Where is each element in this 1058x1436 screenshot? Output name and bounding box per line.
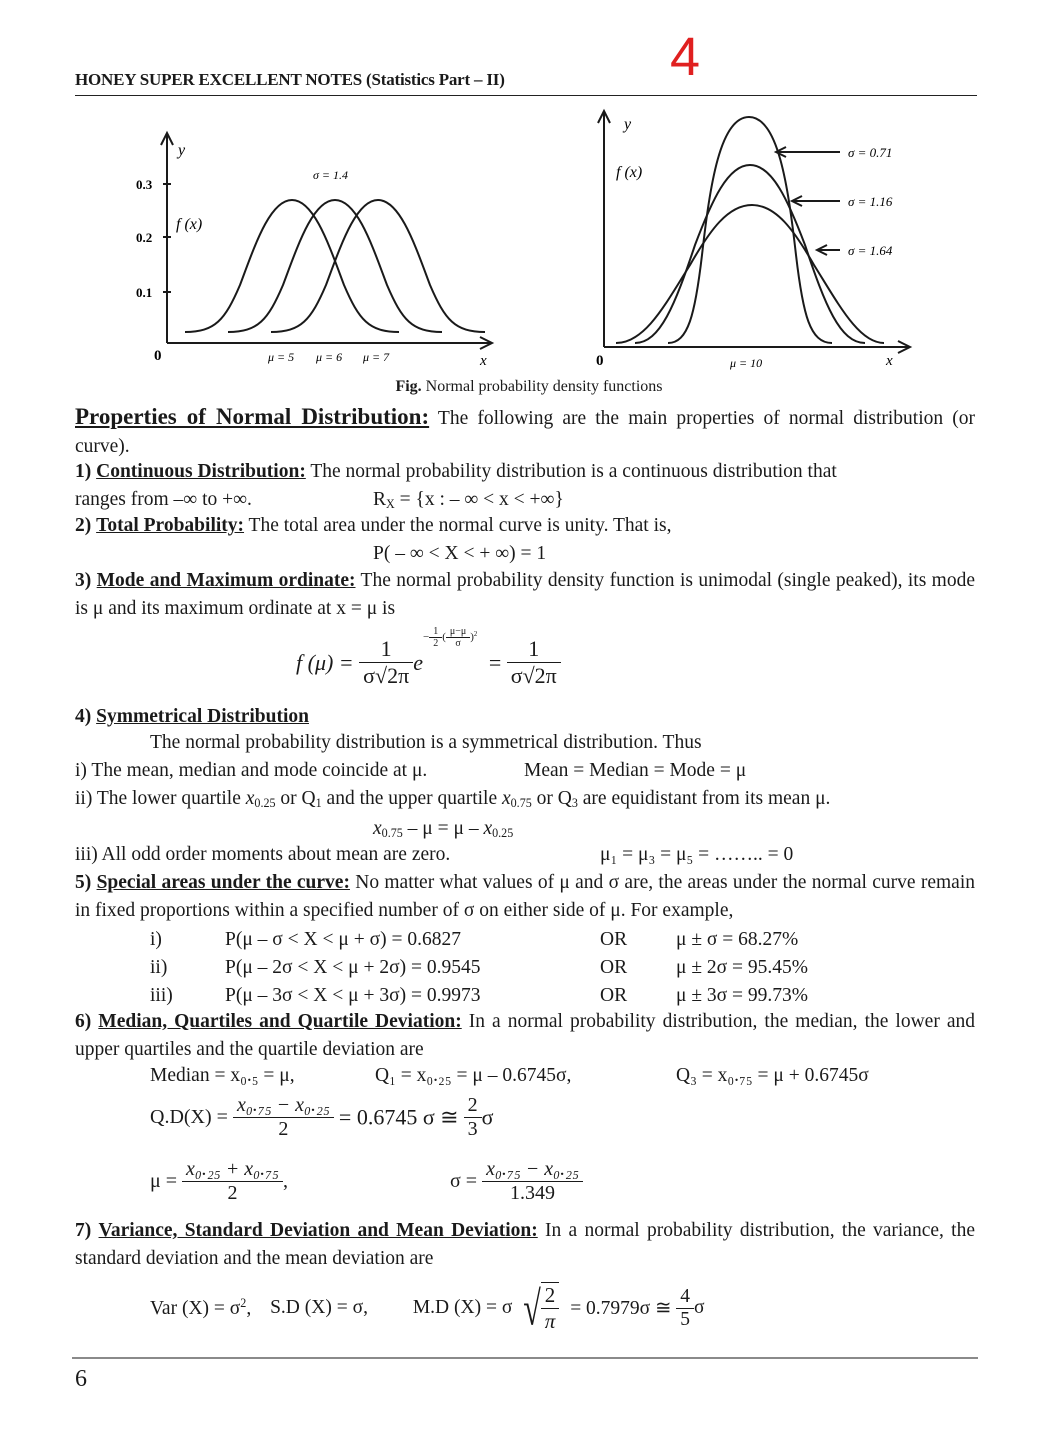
property-3-formula: f (μ) = $\frac{1}{\sigma√2\pi}$ $e^{- \frac{1}{2} ( \frac{\mu-\mu}{\sigma} )^2}$ = $\frac{1}{\sigma√2\pi}$ bbox=[296, 626, 561, 689]
origin-label: 0 bbox=[154, 348, 162, 364]
fx-label: f (x) bbox=[176, 216, 203, 233]
property-6: 6) Median, Quartiles and Quartile Deviation: In a normal probability distribution, the median, the lower and upper quartiles and the quartile deviation are bbox=[75, 1011, 976, 1060]
mu7-label: μ = 7 bbox=[363, 350, 390, 364]
mu5-label: μ = 5 bbox=[268, 350, 295, 364]
tick-0-2: 0.2 bbox=[136, 230, 153, 245]
page-marker-red: 4 bbox=[670, 27, 701, 87]
chart-equal-sigma bbox=[130, 125, 510, 375]
row-idx: ii) bbox=[150, 957, 168, 978]
section-heading: Properties of Normal Distribution: bbox=[75, 404, 430, 429]
page-number: 6 bbox=[75, 1366, 87, 1392]
x-axis-label: x bbox=[886, 353, 893, 369]
property-3: 3) Mode and Maximum ordinate: The normal probability density function is unimodal (single peaked), its mode is μ and its maximum ordinate at x = μ is bbox=[75, 570, 976, 619]
qd-formula: Q.D(X) = $\frac{\text{x₀.₇₅ − x₀.₂₅}}{2}$ = 0.6745 σ ≅ $\frac{2}{3}$ σ bbox=[150, 1094, 494, 1140]
sigma-label: σ = 1.4 bbox=[313, 168, 349, 182]
property-4-i-formula: Mean = Median = Mode = μ bbox=[524, 760, 747, 781]
property-4-intro: The normal probability distribution is a symmetrical distribution. Thus bbox=[150, 732, 702, 753]
property-4-ii-formula: $x_{0.75} - \mu = \mu - x_{0.25}$ bbox=[373, 818, 514, 841]
x-axis-label: x bbox=[480, 353, 487, 369]
property-2: 2) Total Probability: The total area under the normal curve is unity. That is, bbox=[75, 515, 672, 536]
row-prob: P(μ – 2σ < X < μ + 2σ) = 0.9545 bbox=[225, 957, 481, 978]
header-rule bbox=[75, 95, 977, 96]
property-5: 5) Special areas under the curve: No matter what values of μ and σ are, the areas under the normal curve remain in fixed proportions within a specified number of σ on either side of μ. For example, bbox=[75, 872, 975, 921]
origin-label: 0 bbox=[596, 353, 604, 369]
row-idx: iii) bbox=[150, 985, 173, 1006]
row-pct: μ ± σ = 68.27% bbox=[676, 929, 799, 950]
property-4-iii: iii) All odd order moments about mean are zero. bbox=[75, 844, 451, 865]
chart-equal-mean bbox=[590, 105, 920, 377]
row-prob: P(μ – σ < X < μ + σ) = 0.6827 bbox=[225, 929, 461, 950]
property-7: 7) Variance, Standard Deviation and Mean Deviation: In a normal probability distribution, the variance, the standard deviation and the mean deviation are bbox=[75, 1220, 975, 1269]
row-prob: P(μ – 3σ < X < μ + 3σ) = 0.9973 bbox=[225, 985, 481, 1006]
variance-formulas: Var $(X) = \sigma^2$, S.D (X) = σ, M.D (X) = σ √ $\frac{2}{\pi}$ = 0.7979σ ≅ $\frac{4}{5}$ σ bbox=[150, 1280, 705, 1335]
median-formula: Median = x₀.₅ = μ, bbox=[150, 1065, 295, 1086]
sigma-116-label: σ = 1.16 bbox=[848, 194, 893, 209]
footer-rule bbox=[72, 1357, 978, 1359]
q1-formula: Q₁ = x₀.₂₅ = μ – 0.6745σ, bbox=[375, 1065, 572, 1086]
fx-label: f (x) bbox=[616, 164, 643, 181]
sigma-formula: σ = $\frac{\text{x₀.₇₅ − x₀.₂₅}}{1.349}$ bbox=[450, 1158, 583, 1205]
row-or: OR bbox=[600, 985, 628, 1006]
tick-0-1: 0.1 bbox=[136, 285, 153, 300]
mu-formula: μ = $\frac{\text{x₀.₂₅ + x₀.₇₅}}{2}$ , bbox=[150, 1158, 288, 1204]
property-4-iii-formula: μ₁ = μ₃ = μ₅ = …….. = 0 bbox=[600, 844, 794, 865]
row-idx: i) bbox=[150, 929, 162, 950]
running-header-title: HONEY SUPER EXCELLENT NOTES (Statistics Part – II) bbox=[75, 70, 505, 89]
y-axis-label: y bbox=[178, 142, 186, 159]
row-pct: μ ± 3σ = 99.73% bbox=[676, 985, 809, 1006]
mu6-label: μ = 6 bbox=[316, 350, 343, 364]
property-1-line2: ranges from –∞ to +∞. bbox=[75, 489, 252, 510]
property-4: 4) Symmetrical Distribution bbox=[75, 706, 309, 727]
mu10-label: μ = 10 bbox=[730, 356, 763, 370]
figure-caption: Fig. Normal probability density functions bbox=[395, 378, 663, 395]
sigma-164-label: σ = 1.64 bbox=[848, 243, 893, 258]
property-2-formula: P( – ∞ < X < + ∞) = 1 bbox=[373, 543, 547, 564]
row-or: OR bbox=[600, 929, 628, 950]
tick-0-3: 0.3 bbox=[136, 177, 153, 192]
property-4-i: i) The mean, median and mode coincide at μ. bbox=[75, 760, 428, 781]
q3-formula: Q₃ = x₀.₇₅ = μ + 0.6745σ bbox=[676, 1065, 869, 1086]
property-1: 1) Continuous Distribution: The normal probability distribution is a continuous distribution that bbox=[75, 461, 837, 482]
section-intro: Properties of Normal Distribution: The following are the main properties of normal distribution (or curve). bbox=[75, 404, 976, 457]
row-pct: μ ± 2σ = 95.45% bbox=[676, 957, 809, 978]
property-4-ii: ii) The lower quartile $x_{0.25}$ or $Q_1$ and the upper quartile $x_{0.75}$ or $Q_3$ are equidistant from its mean μ. bbox=[75, 788, 831, 811]
row-or: OR bbox=[600, 957, 628, 978]
y-axis-label: y bbox=[624, 116, 632, 133]
property-1-formula: $R_X = \{x$ : – ∞ < x < +∞} bbox=[373, 489, 564, 512]
sigma-071-label: σ = 0.71 bbox=[848, 145, 893, 160]
